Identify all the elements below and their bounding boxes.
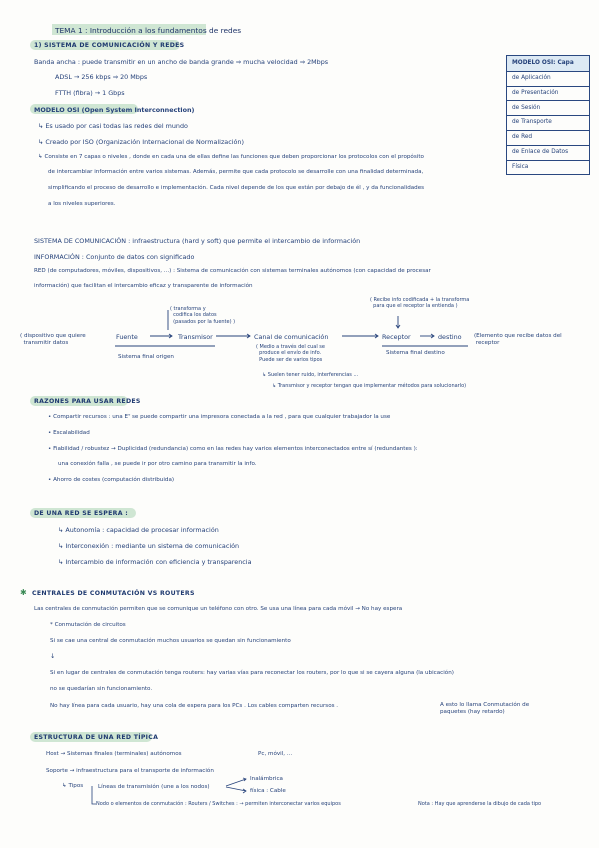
centrales-heading: CENTRALES DE CONMUTACIÓN VS ROUTERS: [32, 590, 195, 597]
canal-label: Canal de comunicación: [254, 333, 329, 341]
conmutacion-paquetes-note: A esto lo llama Conmutación de paquetes (hay retardo): [440, 702, 530, 715]
espera-intercambio: ↳ Intercambio de información con eficiencia y transparencia: [58, 558, 252, 566]
section-heading-redes: 1) SISTEMA DE COMUNICACIÓN Y REDES: [34, 42, 185, 49]
osi-bullet-2: ↳ Creado por ISO (Organización Internacional de Normalización): [38, 138, 244, 146]
lineas-transmision: Líneas de transmisión (une a los nodos): [98, 784, 210, 790]
receptor-label: Receptor: [382, 333, 411, 341]
red-definition-line-1: RED (de computadores, móviles, dispositivos, ...) : Sistema de comunicación con sistemas terminales autónomos (con capacidad de procesar: [34, 268, 431, 274]
tipos-label: ↳ Tipos: [62, 783, 84, 789]
razon-fiabilidad-line-2: una conexión falla , se puede ir por otro camino para transmitir la info.: [58, 461, 257, 467]
host-text: Host → Sistemas finales (terminales) autónomos: [46, 751, 182, 757]
osi-bullet-3-line-2: de intercambiar información entre varios sistemas. Además, permite que cada protocolo se desarrolle con una finalidad determinada,: [48, 169, 424, 175]
osi-layer-red: de Red: [507, 130, 589, 145]
inalambrica-label: Inalámbrica: [250, 776, 283, 782]
razones-heading: RAZONES PARA USAR REDES: [34, 398, 141, 405]
elemento-note: (Elemento que recibe datos del receptor: [474, 333, 562, 346]
razon-ahorro: • Ahorro de costes (computación distribuida): [48, 477, 175, 483]
centrales-text-2: * Conmutación de circuitos: [50, 622, 126, 628]
sistema-definition: SISTEMA DE COMUNICACIÓN : infraestructura (hard y soft) que permite el intercambio de información: [34, 237, 361, 245]
soporte-text: Soporte → infraestructura para el transporte de información: [46, 768, 214, 774]
razon-fiabilidad: • Fiabilidad / robustez → Duplicidad (redundancia) como en las redes hay varios elementos interconectados entre sí (redundantes ):: [48, 446, 418, 452]
nodo-text: Nodo o elementos de conmutación : Routers / Switches : → permiten interconectar varios equipos: [96, 801, 341, 807]
osi-bullet-1: ↳ Es usado por casi todas las redes del mundo: [38, 122, 188, 130]
centrales-text-6: no se quedarían sin funcionamiento.: [50, 686, 153, 692]
estructura-heading: ESTRUCTURA DE UNA RED TÍPICA: [34, 734, 159, 741]
espera-heading: DE UNA RED SE ESPERA :: [34, 510, 129, 517]
osi-table-header: MODELO OSI: Capa: [507, 56, 589, 71]
osi-bullet-3-line-3: simplificando el proceso de desarrollo e implementación. Cada nivel depende de los que están por debajo de él , y da funcionalidades: [48, 185, 425, 191]
razon-escalabilidad: • Escalabilidad: [48, 430, 90, 436]
fuente-label: Fuente: [116, 333, 138, 341]
adsl-text: ADSL → 256 kbps ⇒ 20 Mbps: [55, 73, 148, 81]
osi-layer-fisica: Física: [507, 160, 589, 175]
nota-text: Nota : Hay que aprenderse la dibujo de cada tipo: [418, 801, 542, 807]
espera-autonomia: ↳ Autonomía : capacidad de procesar información: [58, 526, 219, 534]
host-examples: Pc, móvil, ...: [258, 751, 293, 757]
osi-bullet-3-line-4: a los niveles superiores.: [48, 201, 116, 207]
canal-note: ( Medio a través del cual se produce el envío de info. Puede ser de varios tipos: [256, 344, 325, 363]
destino-label: destino: [438, 333, 462, 341]
osi-layer-sesion: de Sesión: [507, 100, 589, 115]
bandwidth-text: Banda ancha : puede transmitir en un ancho de banda grande ⇒ mucha velocidad ⇒ 2Mbps: [34, 58, 329, 66]
razon-compartir: • Compartir recursos : una Eᵀ se puede compartir una impresora conectada a la red , para que cualquier trabajador la use: [48, 414, 391, 420]
fisica-label: física : Cable: [250, 788, 286, 794]
espera-interconexion: ↳ Interconexión : mediante un sistema de comunicación: [58, 542, 240, 550]
transmisor-label: Transmisor: [178, 333, 213, 341]
centrales-text-5: Si en lugar de centrales de conmutación tenga routers: hay varias vías para reconectar los routers, por lo que si se cayera alguna (la ubicación): [50, 670, 454, 676]
ruido-note: ↳ Suelen tener ruido, interferencias ...: [262, 372, 359, 378]
centrales-text-3: Si se cae una central de conmutación muchos usuarios se quedan sin funcionamiento: [50, 638, 291, 644]
osi-layer-transporte: de Transporte: [507, 115, 589, 130]
osi-layer-aplicacion: de Aplicación: [507, 71, 589, 86]
centrales-text-1: Las centrales de conmutación permiten que se comunique un teléfono con otro. Se usa una línea para cada móvil → No hay espera: [34, 606, 403, 612]
osi-bullet-3: ↳ Consiste en 7 capas o niveles , donde en cada una de ellas define las funciones que deben proporcionar los protocolos con el propósito: [38, 154, 424, 160]
codifica-note: ( Recibe info codificada + la transforma para que el receptor la entienda ): [370, 297, 470, 310]
osi-heading: MODELO OSI (Open System Interconnection): [34, 106, 195, 114]
protocolos-note: ↳ Transmisor y receptor tengan que implementar métodos para solucionarlo): [272, 383, 467, 389]
centrales-text-7: No hay línea para cada usuario, hay una cola de espera para los PCs . Los cables comparten recursos .: [50, 703, 339, 709]
star-icon: ✱: [20, 588, 27, 597]
osi-layer-presentacion: de Presentación: [507, 86, 589, 101]
red-definition-line-2: información) que facilitan el intercambio eficaz y transparente de información: [34, 283, 253, 289]
sistema-origen-label: Sistema final origen: [118, 354, 174, 360]
osi-layer-enlace: de Enlace de Datos: [507, 145, 589, 160]
ftth-text: FTTH (fibra) → 1 Gbps: [55, 89, 125, 97]
dispositivo-note: ( dispositivo que quiere transmitir datos: [20, 333, 86, 346]
sistema-destino-label: Sistema final destino: [386, 350, 445, 356]
page-title: TEMA 1 : Introducción a los fundamentos de redes: [55, 26, 242, 35]
informacion-definition: INFORMACIÓN : Conjunto de datos con significado: [34, 253, 195, 261]
transmisor-note: ( transforma y codifica los datos (pasados por la fuente) ): [170, 306, 236, 325]
centrales-arrow: ↓: [50, 652, 56, 660]
